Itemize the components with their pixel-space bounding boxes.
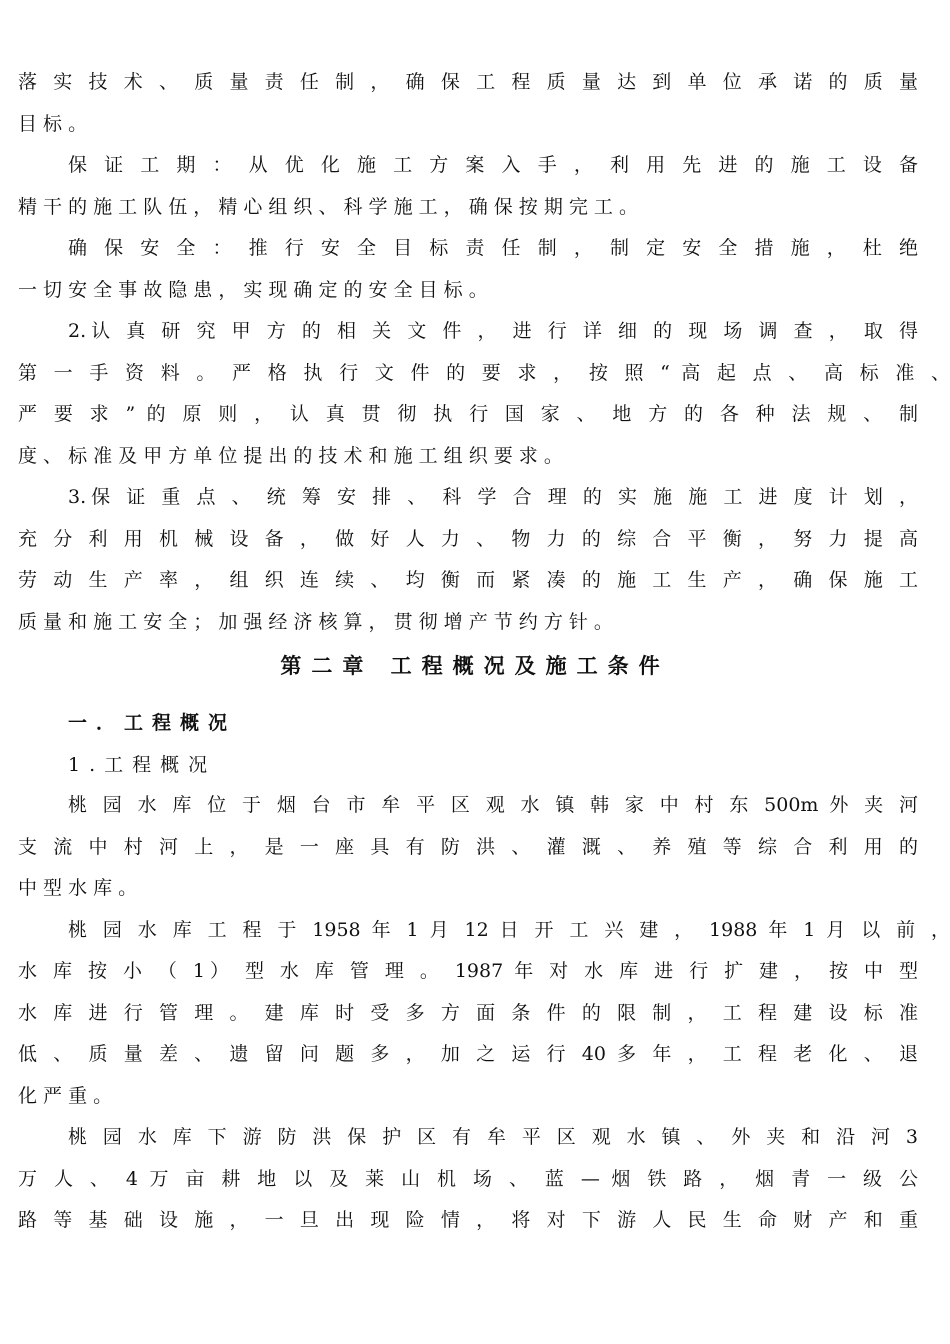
text-line: 支 流 中 村 河 上 ， 是 一 座 具 有 防 洪 、 灌 溉 、 养 殖 等 综 合 利 用 的: [18, 835, 918, 858]
text-line: 水 库 进 行 管 理 。 建 库 时 受 多 方 面 条 件 的 限 制 ， 工 程 建 设 标 准: [18, 1001, 918, 1024]
text-line: 度 、 标 准 及 甲 方 单 位 提 出 的 技 术 和 施 工 组 织 要 求 。: [18, 444, 563, 467]
text-line: 充 分 利 用 机 械 设 备 ， 做 好 人 力 、 物 力 的 综 合 平 衡 ， 努 力 提 高: [18, 527, 918, 550]
text-line: 质 量 和 施 工 安 全 ； 加 强 经 济 核 算 ， 贯 彻 增 产 节 约 方 针 。: [18, 610, 613, 633]
text-line: 劳 动 生 产 率 ， 组 织 连 续 、 均 衡 而 紧 凑 的 施 工 生 产 ， 确 保 施 工: [18, 569, 918, 591]
text-line: 确 保 安 全 ： 推 行 安 全 目 标 责 任 制 ， 制 定 安 全 措 施 ， 杜 绝: [68, 237, 918, 259]
text-line: 落 实 技 术 、 质 量 责 任 制 ， 确 保 工 程 质 量 达 到 单 位 承 诺 的 质 量: [18, 71, 918, 93]
text-line: 严 要 求 ” 的 原 则 ， 认 真 贯 彻 执 行 国 家 、 地 方 的 各 种 法 规 、 制: [18, 403, 918, 425]
text-line: 中 型 水 库 。: [18, 877, 138, 899]
subsection-heading: 1.工程概况: [68, 754, 217, 776]
text-line: 桃 园 水 库 工 程 于 1958 年 1 月 12 日 开 工 兴 建 ， 1988 年 1 月 以 前 ，: [68, 918, 950, 941]
text-line: 3.保 证 重 点 、 统 筹 安 排 、 科 学 合 理 的 实 施 施 工 进 度 计 划 ，: [68, 486, 918, 508]
text-line: 桃 园 水 库 下 游 防 洪 保 护 区 有 牟 平 区 观 水 镇 、 外 夹 和 沿 河 3: [68, 1126, 918, 1148]
text-line: 第 一 手 资 料 。 严 格 执 行 文 件 的 要 求 ， 按 照 “ 高 起 点 、 高 标 准 、: [18, 361, 950, 384]
text-line: 目 标 。: [18, 112, 88, 135]
text-line: 路 等 基 础 设 施 ， 一 旦 出 现 险 情 ， 将 对 下 游 人 民 生 命 财 产 和 重: [18, 1209, 918, 1231]
text-line: 保 证 工 期 ： 从 优 化 施 工 方 案 入 手 ， 利 用 先 进 的 施 工 设 备: [68, 154, 918, 176]
text-line: 2.认 真 研 究 甲 方 的 相 关 文 件 ， 进 行 详 细 的 现 场 调 查 ， 取 得: [68, 320, 918, 342]
text-line: 一 切 安 全 事 故 隐 患 ， 实 现 确 定 的 安 全 目 标 。: [18, 278, 488, 301]
text-line: 桃 园 水 库 位 于 烟 台 市 牟 平 区 观 水 镇 韩 家 中 村 东 500m 外 夹 河: [68, 794, 918, 816]
text-line: 精 干 的 施 工 队 伍 ， 精 心 组 织 、 科 学 施 工 ， 确 保 按 期 完 工 。: [18, 195, 638, 218]
text-line: 低 、 质 量 差 、 遗 留 问 题 多 ， 加 之 运 行 40 多 年 ， 工 程 老 化 、 退: [18, 1043, 918, 1065]
text-line: 万 人 、 4 万 亩 耕 地 以 及 莱 山 机 场 、 蓝 — 烟 铁 路 ， 烟 青 一 级 公: [18, 1167, 918, 1190]
section-heading: 一．工程概况: [68, 712, 237, 734]
text-line: 化 严 重 。: [18, 1084, 113, 1107]
text-line: 水 库 按 小 （ 1） 型 水 库 管 理 。 1987 年 对 水 库 进 行 扩 建 ， 按 中 型: [18, 960, 918, 982]
chapter-heading: 第二章 工程概况及施工条件: [280, 654, 670, 678]
